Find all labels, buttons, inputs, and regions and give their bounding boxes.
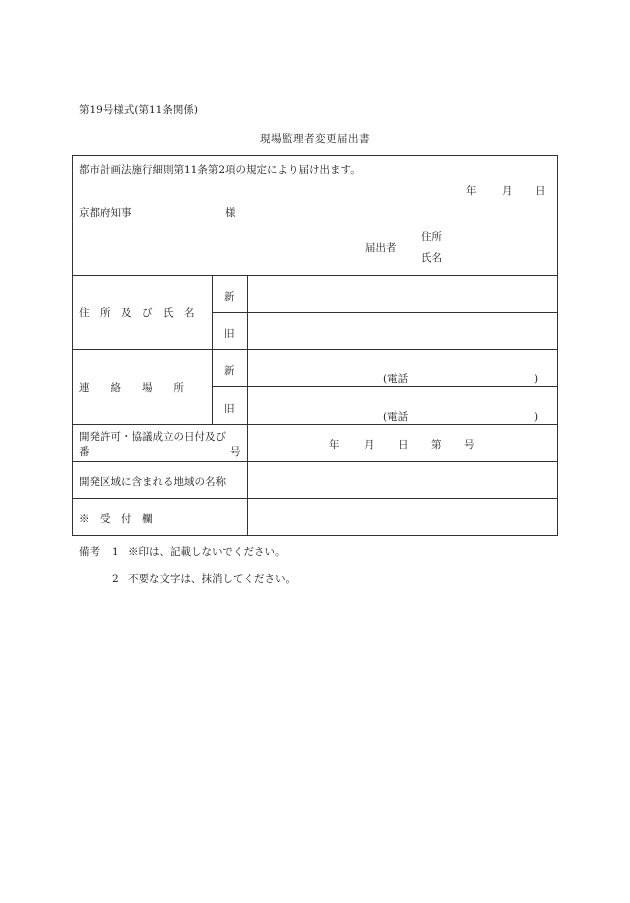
contact-old-phone-close: ) — [534, 411, 539, 423]
permit-label-line2b: 号 — [230, 446, 241, 458]
contact-new-label: 新 — [224, 365, 235, 377]
date-month-label: 月 — [502, 185, 513, 197]
permit-label-line2a: 番 — [79, 446, 90, 458]
address-old-label: 旧 — [224, 328, 235, 340]
name-label: 氏名 — [421, 252, 442, 264]
contact-old-phone-open: (電話 — [383, 411, 409, 423]
note-2-number: 2 — [112, 573, 119, 585]
note-2-text: 不要な文字は、抹消してください。 — [128, 573, 296, 585]
permit-dai-label: 第 — [431, 439, 442, 451]
divider-contact-new-old — [212, 386, 558, 387]
contact-new-phone-open: (電話 — [383, 373, 409, 385]
permit-year-label: 年 — [329, 439, 340, 451]
address-label: 住所 — [421, 231, 442, 243]
contact-new-phone-close: ) — [534, 373, 539, 385]
contact-old-label: 旧 — [224, 403, 235, 415]
permit-month-label: 月 — [364, 439, 375, 451]
contact-label: 連 絡 場 所 — [79, 382, 184, 394]
divider-address-contact — [72, 349, 558, 350]
honorific-text: 様 — [225, 207, 236, 219]
date-day-label: 日 — [535, 185, 546, 197]
addressee-text: 京都府知事 — [79, 207, 132, 219]
permit-label-line1: 開発許可・協議成立の日付及び — [79, 431, 226, 443]
notifier-label: 届出者 — [365, 242, 397, 254]
divider-value-column — [247, 275, 248, 536]
document-title: 現場監理者変更届出書 — [260, 133, 370, 145]
notes-label: 備考 — [79, 546, 100, 558]
divider-area-reception — [72, 498, 558, 499]
divider-contact-permit — [72, 424, 558, 425]
divider-header — [72, 275, 558, 276]
divider-label-column — [212, 275, 213, 424]
permit-day-label: 日 — [398, 439, 409, 451]
address-new-label: 新 — [224, 291, 235, 303]
date-year-label: 年 — [466, 185, 477, 197]
note-1-text: ※印は、記載しないでください。 — [128, 546, 286, 558]
statement-text: 都市計画法施行細則第11条第2項の規定により届け出ます。 — [79, 164, 361, 176]
address-name-label: 住 所 及 び 氏 名 — [79, 307, 195, 319]
note-1-number: 1 — [112, 546, 119, 558]
permit-go-label: 号 — [464, 439, 475, 451]
form-number: 第19号様式(第11条関係) — [79, 104, 198, 116]
divider-address-new-old — [212, 312, 558, 313]
divider-permit-area — [72, 461, 558, 462]
reception-label: ※ 受 付 欄 — [79, 513, 153, 525]
area-name-label: 開発区域に含まれる地域の名称 — [79, 476, 226, 488]
